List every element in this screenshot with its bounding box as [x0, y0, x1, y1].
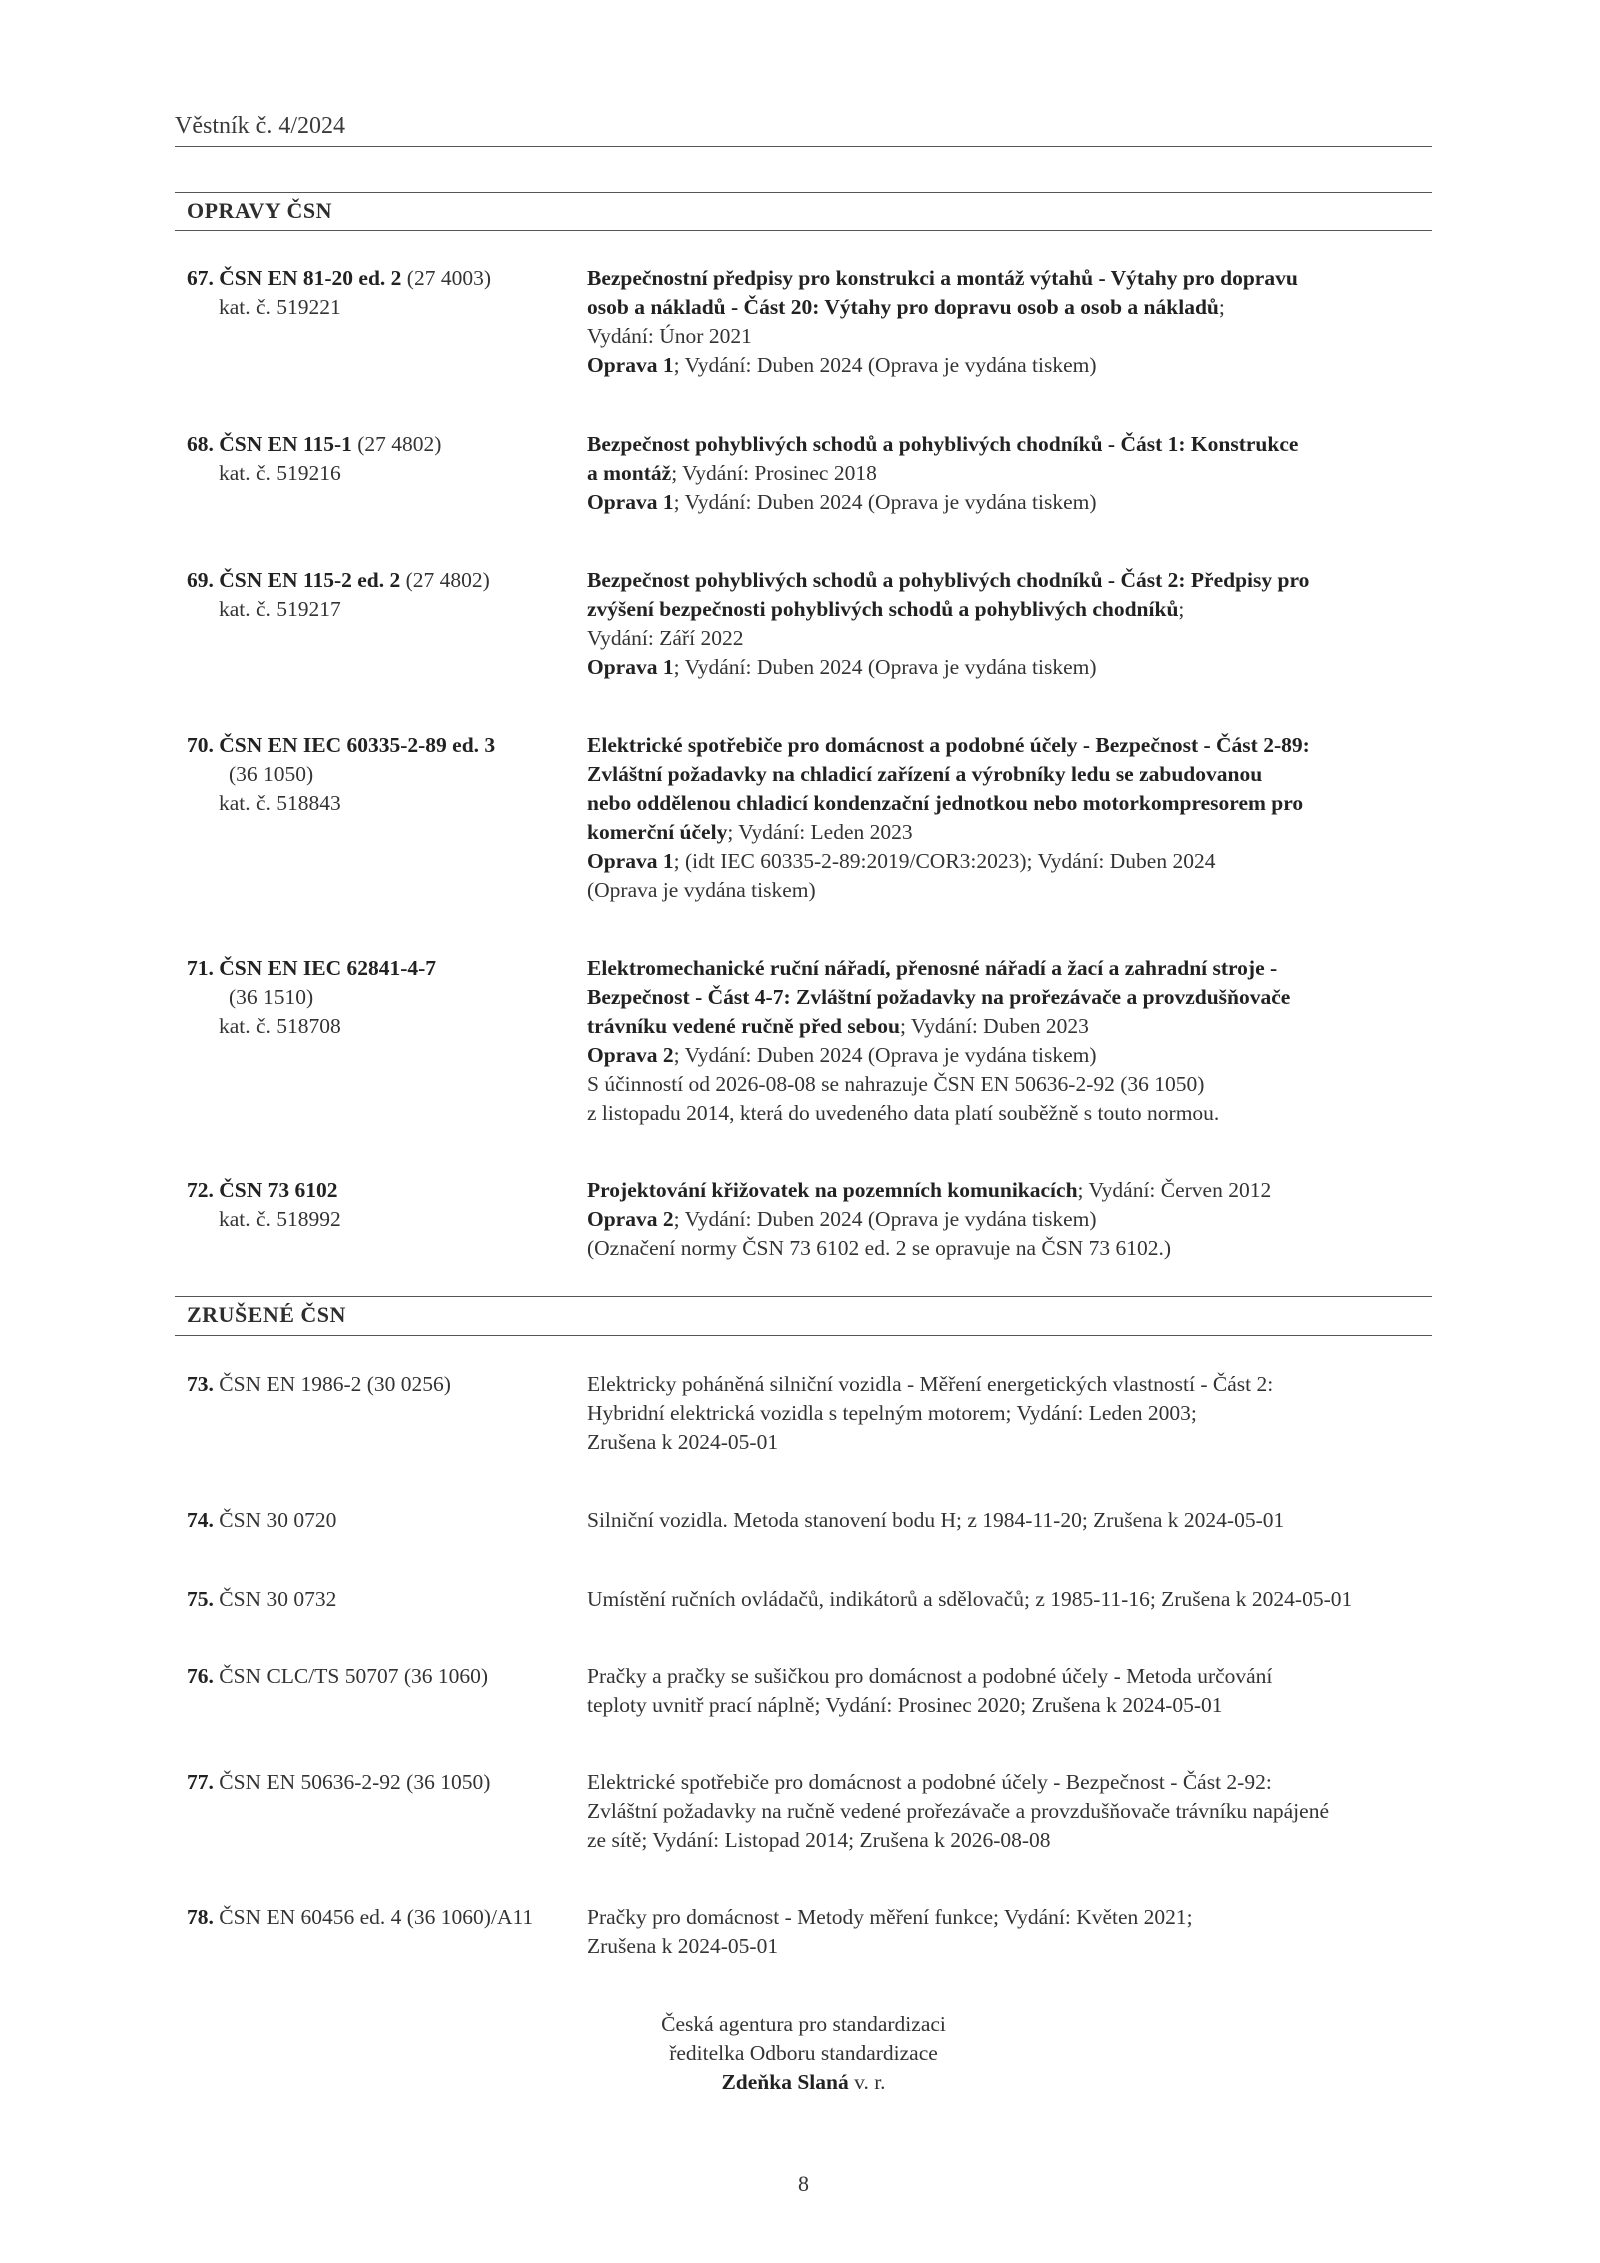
header-rule: [175, 146, 1432, 147]
signatory-role: ředitelka Odboru standardizace: [669, 2041, 938, 2065]
section-rule-bottom: [175, 230, 1432, 231]
standard-title: Bezpečnostní předpisy pro konstrukci a montáž výtahů - Výtahy pro dopravu: [587, 266, 1298, 290]
document-page: Věstník č. 4/2024 OPRAVY ČSN 67. ČSN EN 81-20 ed. 2 (27 4003) kat. č. 519221 Bezpečnostní předpisy pro konstrukci a montáž výtahů - Výtahy pro dopravu osob a nákladů - Část 20: Výtahy pro dopravu osob a osob a nákladů; Vydání: Únor 2021 Oprava 1; Vydání: Duben 2024 (Oprava je vydána tiskem) 68. ČSN EN 115-1 (27 4802) kat. č. 519216 Bezpečnost pohyblivých schodů a pohyblivých chodníků - Část 1: Konstrukce a montáž; Vydání: Prosinec 2018 Oprava 1; Vydání: Duben 2024 (Oprava je vydána tiskem) 69. ČSN EN 115-2 ed. 2 (27 4802) kat. č. 519217 Bezpečnost pohyblivých schodů a pohyblivých chodníků - Část 2: Předpisy pro zvýšení bezpečnosti pohyblivých schodů a pohyblivých chodníků; Vydání: Září 2022 Oprava 1; Vydání: Duben 2024 (Oprava je vydána tiskem) 70. ČSN EN IEC 60335-2-89 ed. 3 (36 1050) kat. č. 518843 Elektrické spotřebiče pro domácnost a podobné účely - Bezpečnost - Část 2-89: Zvláštní požadavky na chladicí zařízení a výrobníky ledu se zabudovanou nebo oddělenou chladicí kondenzační jednotkou nebo motorkompresorem pro komerční účely; Vydání: Leden 2023 Oprava 1; (idt IEC 60335-2-89:2019/COR3:2023); Vydání: Duben 2024 (Oprava je vydána tiskem) 71. ČSN EN IEC 62841-4-7 (36 1510) kat. č. 518708 Elektromechanické ruční nářadí, přenosné nářadí a žací a zahradní stroje - Bezpečnost - Část 4-7: Zvláštní požadavky na prořezávače a provzdušňovače trávníku vedené ručně před sebou; Vydání: Duben 2023 Oprava 2; Vydání: Duben 2024 (Oprava je vydána tiskem) S účinností od 2026-08-08 se nahrazuje ČSN EN 50636-2-92 (36 1050) z listopadu 2014, která do uvedeného data platí souběžně s touto normou. 72. ČSN 73 6102 kat. č. 518992 Projektování křižovatek na pozemních komunikacích; Vydání: Červen 2012 Oprava 2; Vydání: Duben 2024 (Oprava je vydána tiskem) (Označení normy ČSN 73 6102 ed. 2 se opravuje na ČSN 73 6102.) ZRUŠENÉ ČSN 73. ČSN EN 1986-2 (30 0256) Elektricky poháněná silniční vozidla - Měření energetických vlastností - Část 2: Hybridní elektrická vozidla s tepelným motorem; Vydání: Leden 2003; Zrušena k 2024-05-01 74. ČSN 30 0720 Silniční vozidla. Metoda stanovení bodu H; z 1984-11-20; Zrušena k 2024-05-01 75. ČSN 30 0732 Umístění ručních ovládačů, indikátorů a sdělovačů; z 1985-11-16; Zrušena k 2024-05-01 76. ČSN CLC/TS 50707 (36 1060) Pračky a pračky se sušičkou pro domácnost a podobné účely - Metoda určování teploty uvnitř prací náplně; Vydání: Prosinec 2020; Zrušena k 2024-05-01 77. ČSN EN 50636-2-92 (36 1050) Elektrické spotřebiče pro domácnost a podobné účely - Bezpečnost - Část 2-92: Zvláštní požadavky na ručně vedené prořezávače a provzdušňovače trávníku napájené ze sítě; Vydání: Listopad 2014; Zrušena k 2026-08-08 78. ČSN EN 60456 ed. 4 (36 1060)/A11 Pračky pro domácnost - Metody měření funkce; Vydání: Květen 2021; Zrušena k 2024-05-01 Česká agentura pro standardizaci ředitelka Odboru standardizace Zdeňka Slaná v. r. 8: [175, 0, 1432, 2263]
standard-class: (27 4003): [406, 266, 491, 290]
section-rule-bottom: [175, 1335, 1432, 1336]
correction-text: ; Vydání: Duben 2024 (Oprava je vydána tiskem): [673, 353, 1097, 377]
signatory-name: Zdeňka Slaná v. r.: [721, 2070, 886, 2094]
correction-label: Oprava 1: [587, 353, 674, 377]
signature-block: [175, 2010, 1432, 2097]
section-rule-top: [175, 192, 1432, 193]
journal-header: Věstník č. 4/2024: [175, 113, 345, 139]
page-number: 8: [798, 2171, 809, 2196]
section-title-opravy: OPRAVY ČSN: [187, 198, 332, 223]
entry-number: 67.: [187, 266, 214, 290]
issue-date: Vydání: Únor 2021: [587, 324, 752, 348]
agency-name: Česká agentura pro standardizaci: [661, 2012, 946, 2036]
catalog-number: kat. č. 519221: [219, 295, 341, 319]
standard-code: ČSN EN 81-20 ed. 2: [219, 266, 402, 290]
section-title-zrusene: ZRUŠENÉ ČSN: [187, 1302, 346, 1327]
section-rule-top: [175, 1296, 1432, 1297]
